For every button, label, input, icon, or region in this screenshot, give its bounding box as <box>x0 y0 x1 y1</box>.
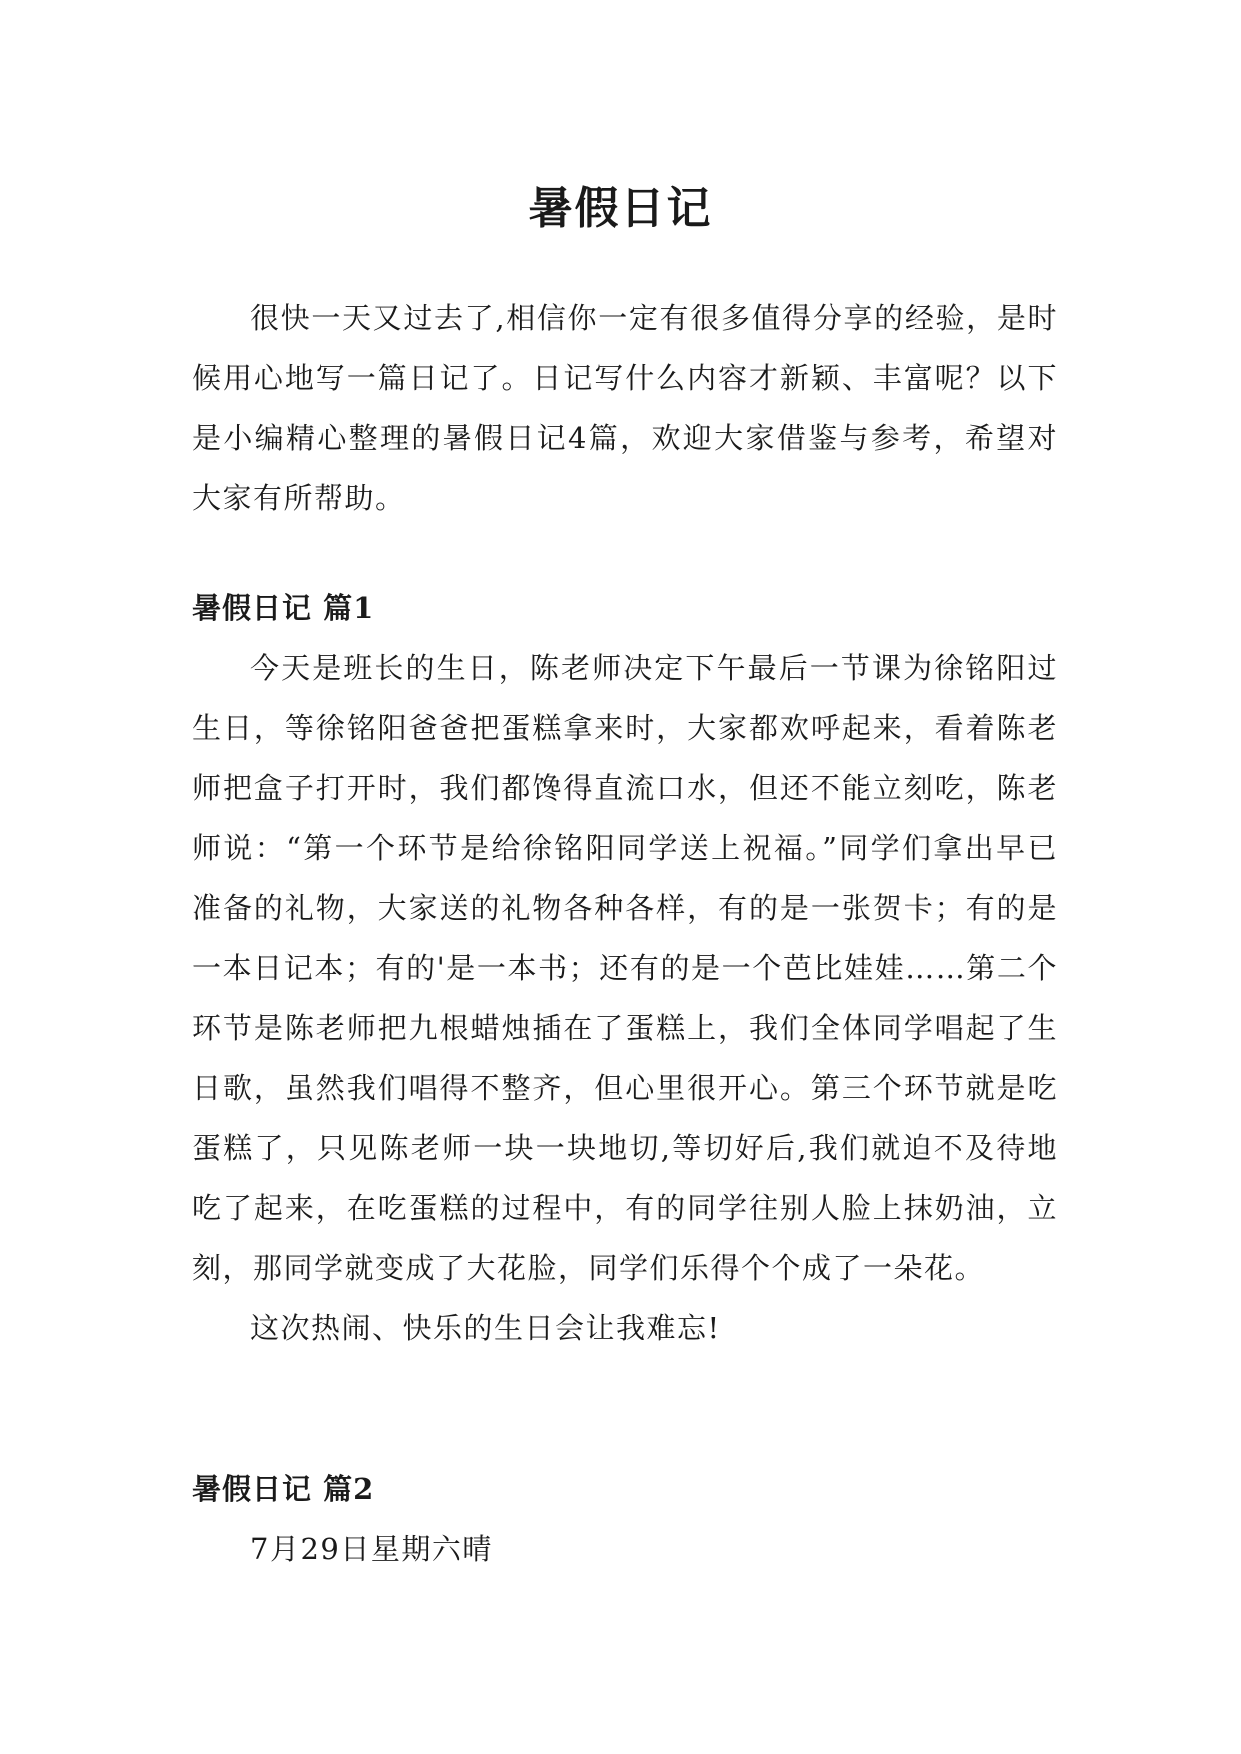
section-2 <box>192 1459 1058 1579</box>
section-paragraph: 今天是班长的生日，陈老师决定下午最后一节课为徐铭阳过生日，等徐铭阳爸爸把蛋糕拿来时，大家都欢呼起来，看着陈老师把盒子打开时，我们都馋得直流口水，但还不能立刻吃，陈老师说：“第一个环节是给徐铭阳同学送上祝福。”同学们拿出早已准备的礼物，大家送的礼物各种各样，有的是一张贺卡；有的是一本日记本；有的'是一本书；还有的是一个芭比娃娃……第二个环节是陈老师把九根蜡烛插在了蛋糕上，我们全体同学唱起了生日歌，虽然我们唱得不整齐，但心里很开心。第三个环节就是吃蛋糕了，只见陈老师一块一块地切,等切好后,我们就迫不及待地吃了起来，在吃蛋糕的过程中，有的同学往别人脸上抹奶油，立刻，那同学就变成了大花脸，同学们乐得个个成了一朵花。 <box>192 651 1058 1285</box>
section-heading: 暑假日记 篇2 <box>192 1472 375 1506</box>
section-paragraph: 7月29日星期六晴 <box>250 1532 493 1566</box>
section-paragraph: 这次热闹、快乐的生日会让我难忘! <box>250 1311 721 1345</box>
section-heading: 暑假日记 篇1 <box>192 591 375 625</box>
document-title: 暑假日记 <box>528 183 713 235</box>
section-1 <box>192 578 1058 1358</box>
intro-block <box>192 288 1058 528</box>
intro-paragraph: 很快一天又过去了,相信你一定有很多值得分享的经验，是时候用心地写一篇日记了。日记写什么内容才新颖、丰富呢？以下是小编精心整理的暑假日记4篇，欢迎大家借鉴与参考，希望对大家有所帮助。 <box>192 301 1058 515</box>
